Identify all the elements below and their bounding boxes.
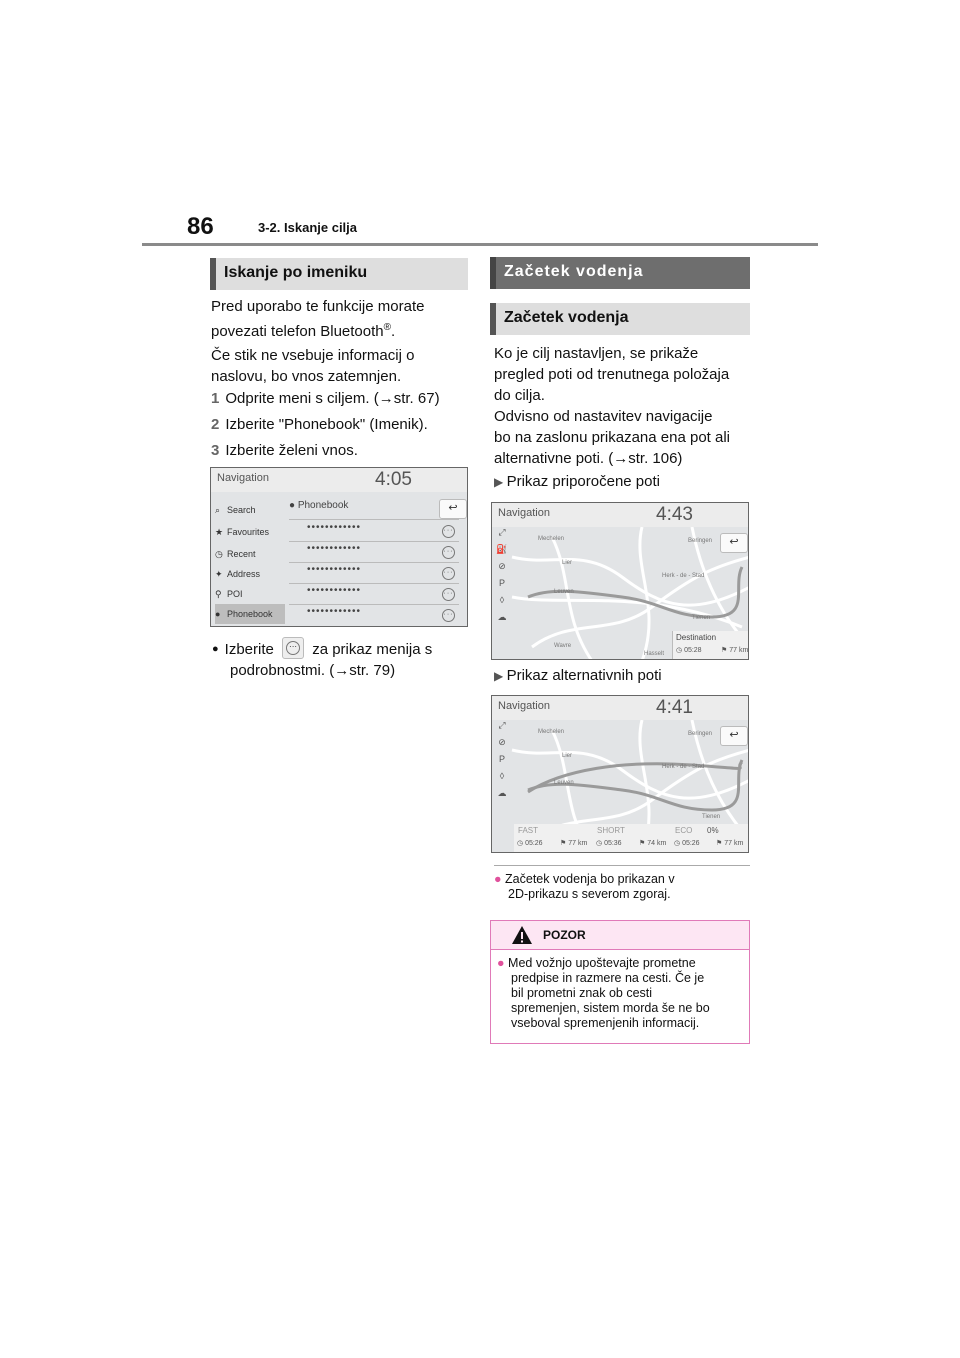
phonebook-list-header: ● Phonebook [289, 500, 459, 520]
paragraph-route-overview: Ko je cilj nastavljen, se prikaže pregled poti od trenutnega položaja do cilja. [494, 345, 730, 404]
step-1: 1 Odprite meni s ciljem. (→str. 67) [211, 390, 440, 407]
triangle-bullet-icon: ▶ [494, 475, 507, 489]
item-alternative-routes: ▶ Prikaz alternativnih poti [494, 667, 662, 684]
drop-icon[interactable]: ◊ [499, 595, 505, 605]
map-label: Leuven [554, 589, 574, 595]
map-label: Mechelen [538, 536, 565, 542]
map-label: Tienen [702, 814, 721, 820]
back-button[interactable]: ↩ [720, 533, 748, 553]
screen-title-bar [211, 468, 467, 492]
person-icon: ● [215, 609, 221, 619]
map-label: Tienen [692, 615, 711, 621]
list-item[interactable]: •••••••••••• ··· [289, 564, 459, 584]
screen-title-bar [492, 503, 748, 527]
heading-start-guidance-sub: Začetek vodenja [490, 303, 750, 335]
triangle-bullet-icon: ▶ [494, 669, 507, 683]
section-title: 3-2. Iskanje cilja [258, 220, 358, 235]
map-label: Herk - de - Stad [662, 573, 705, 579]
more-icon[interactable]: ··· [442, 609, 455, 622]
p-icon[interactable]: P [498, 754, 505, 764]
address-icon: ✦ [215, 569, 223, 579]
screen-clock: 4:05 [375, 469, 412, 490]
map-recommended-route [491, 502, 749, 660]
expand-icon[interactable]: ⤢ [498, 720, 506, 730]
list-item[interactable]: •••••••••••• ··· [289, 606, 459, 625]
step-2: 2 Izberite "Phonebook" (Imenik). [211, 416, 428, 433]
map-label: Lier [562, 560, 573, 566]
warning-box [490, 920, 750, 1044]
map-label: Lier [562, 753, 573, 759]
screen-title: Navigation [498, 700, 550, 712]
details-bullet: ● Izberite ··· za prikaz menija s podrobnostmi. (→str. 79) [212, 637, 474, 681]
heading-phonebook-search: Iskanje po imeniku [210, 258, 468, 290]
map-side-toolbar [492, 720, 512, 852]
page-number: 86 [187, 213, 214, 240]
weather-icon[interactable]: ☁ [497, 612, 507, 622]
header-rule [142, 243, 818, 246]
no-entry-icon[interactable]: ⊘ [498, 561, 506, 571]
warning-triangle-icon [511, 925, 533, 945]
person-icon: ● [289, 500, 298, 511]
drop-icon[interactable]: ◊ [499, 771, 505, 781]
map-label: Hasselt [644, 651, 665, 657]
paragraph-routes: Odvisno od nastavitev navigacije bo na zaslonu prikazana ena pot ali alternativne poti. (→str. 106) [494, 408, 731, 467]
screen-title: Navigation [217, 472, 269, 484]
step-3: 3 Izberite želeni vnos. [211, 442, 358, 459]
intro-paragraph-1: Pred uporabo te funkcije morate povezati telefon Bluetooth®. [211, 298, 425, 340]
screen-clock: 4:41 [656, 697, 693, 718]
menu-poi[interactable]: ⚲ POI [215, 584, 285, 604]
map-label: Mechelen [538, 729, 565, 735]
destination-panel[interactable]: Destination ◷ 05:28 ⚑ 77 km [672, 631, 749, 659]
route-option-fast[interactable]: FAST ◷ 05:26 ⚑ 77 km [514, 824, 594, 852]
more-options-icon: ··· [282, 637, 304, 659]
map-label: Beringen [688, 538, 713, 544]
menu-search[interactable]: ⌕ Search [215, 500, 285, 520]
list-item[interactable]: •••••••••••• ··· [289, 543, 459, 563]
list-item[interactable]: •••••••••••• ··· [289, 522, 459, 542]
intro-paragraph-2: Če stik ne vsebuje informacij o naslovu, bo vnos zatemnjen. [211, 347, 415, 385]
map-side-toolbar [492, 527, 512, 659]
note-bullet-icon: ● [494, 872, 502, 886]
clock-icon: ◷ [215, 549, 223, 559]
more-icon[interactable]: ··· [442, 525, 455, 538]
heading-start-guidance-main: Začetek vodenja [490, 257, 750, 289]
menu-phonebook[interactable]: ● Phonebook [215, 604, 285, 624]
map-label: Beringen [688, 731, 713, 737]
screen-title-bar [492, 696, 748, 720]
more-icon[interactable]: ··· [442, 567, 455, 580]
more-icon[interactable]: ··· [442, 546, 455, 559]
expand-icon[interactable]: ⤢ [498, 527, 506, 537]
weather-icon[interactable]: ☁ [497, 788, 507, 798]
map-label: Wavre [554, 643, 572, 649]
star-icon: ★ [215, 527, 224, 537]
menu-recent[interactable]: ◷ Recent [215, 544, 285, 564]
route-option-eco[interactable]: ECO 0% ◷ 05:26 ⚑ 77 km [671, 824, 748, 852]
phonebook-screenshot [210, 467, 468, 627]
more-icon[interactable]: ··· [442, 588, 455, 601]
warning-text: ● Med vožnjo upoštevajte prometne predpise in razmere na cesti. Če je bil prometni znak ob cesti spremenjen, sistem morda še ne bo vseboval spremenjenih informacij. [497, 956, 710, 1030]
back-button[interactable]: ↩ [439, 499, 467, 519]
search-icon: ⌕ [215, 505, 221, 515]
map-label: Herk - de - Stad [662, 764, 705, 770]
screen-title: Navigation [498, 507, 550, 519]
p-icon[interactable]: P [498, 578, 505, 588]
bullet-dot: ● [212, 643, 219, 655]
menu-address[interactable]: ✦ Address [215, 564, 285, 584]
warning-bullet-icon: ● [497, 956, 505, 970]
route-option-short[interactable]: SHORT ◷ 05:36 ⚑ 74 km [593, 824, 672, 852]
list-item[interactable]: •••••••••••• ··· [289, 585, 459, 605]
map-alternative-routes [491, 695, 749, 853]
screen-clock: 4:43 [656, 504, 693, 525]
map-label: Leuven [554, 780, 574, 786]
back-button[interactable]: ↩ [720, 726, 748, 746]
note: ● Začetek vodenja bo prikazan v 2D-prikazu s severom zgoraj. [494, 865, 750, 902]
menu-favourites[interactable]: ★ Favourites [215, 522, 285, 542]
no-entry-icon[interactable]: ⊘ [498, 737, 506, 747]
pin-icon: ⚲ [215, 589, 222, 599]
parking-icon[interactable]: ⛽ [496, 544, 508, 554]
warning-title: POZOR [543, 928, 586, 942]
warning-header [491, 921, 749, 950]
item-recommended-route: ▶ Prikaz priporočene poti [494, 473, 660, 490]
